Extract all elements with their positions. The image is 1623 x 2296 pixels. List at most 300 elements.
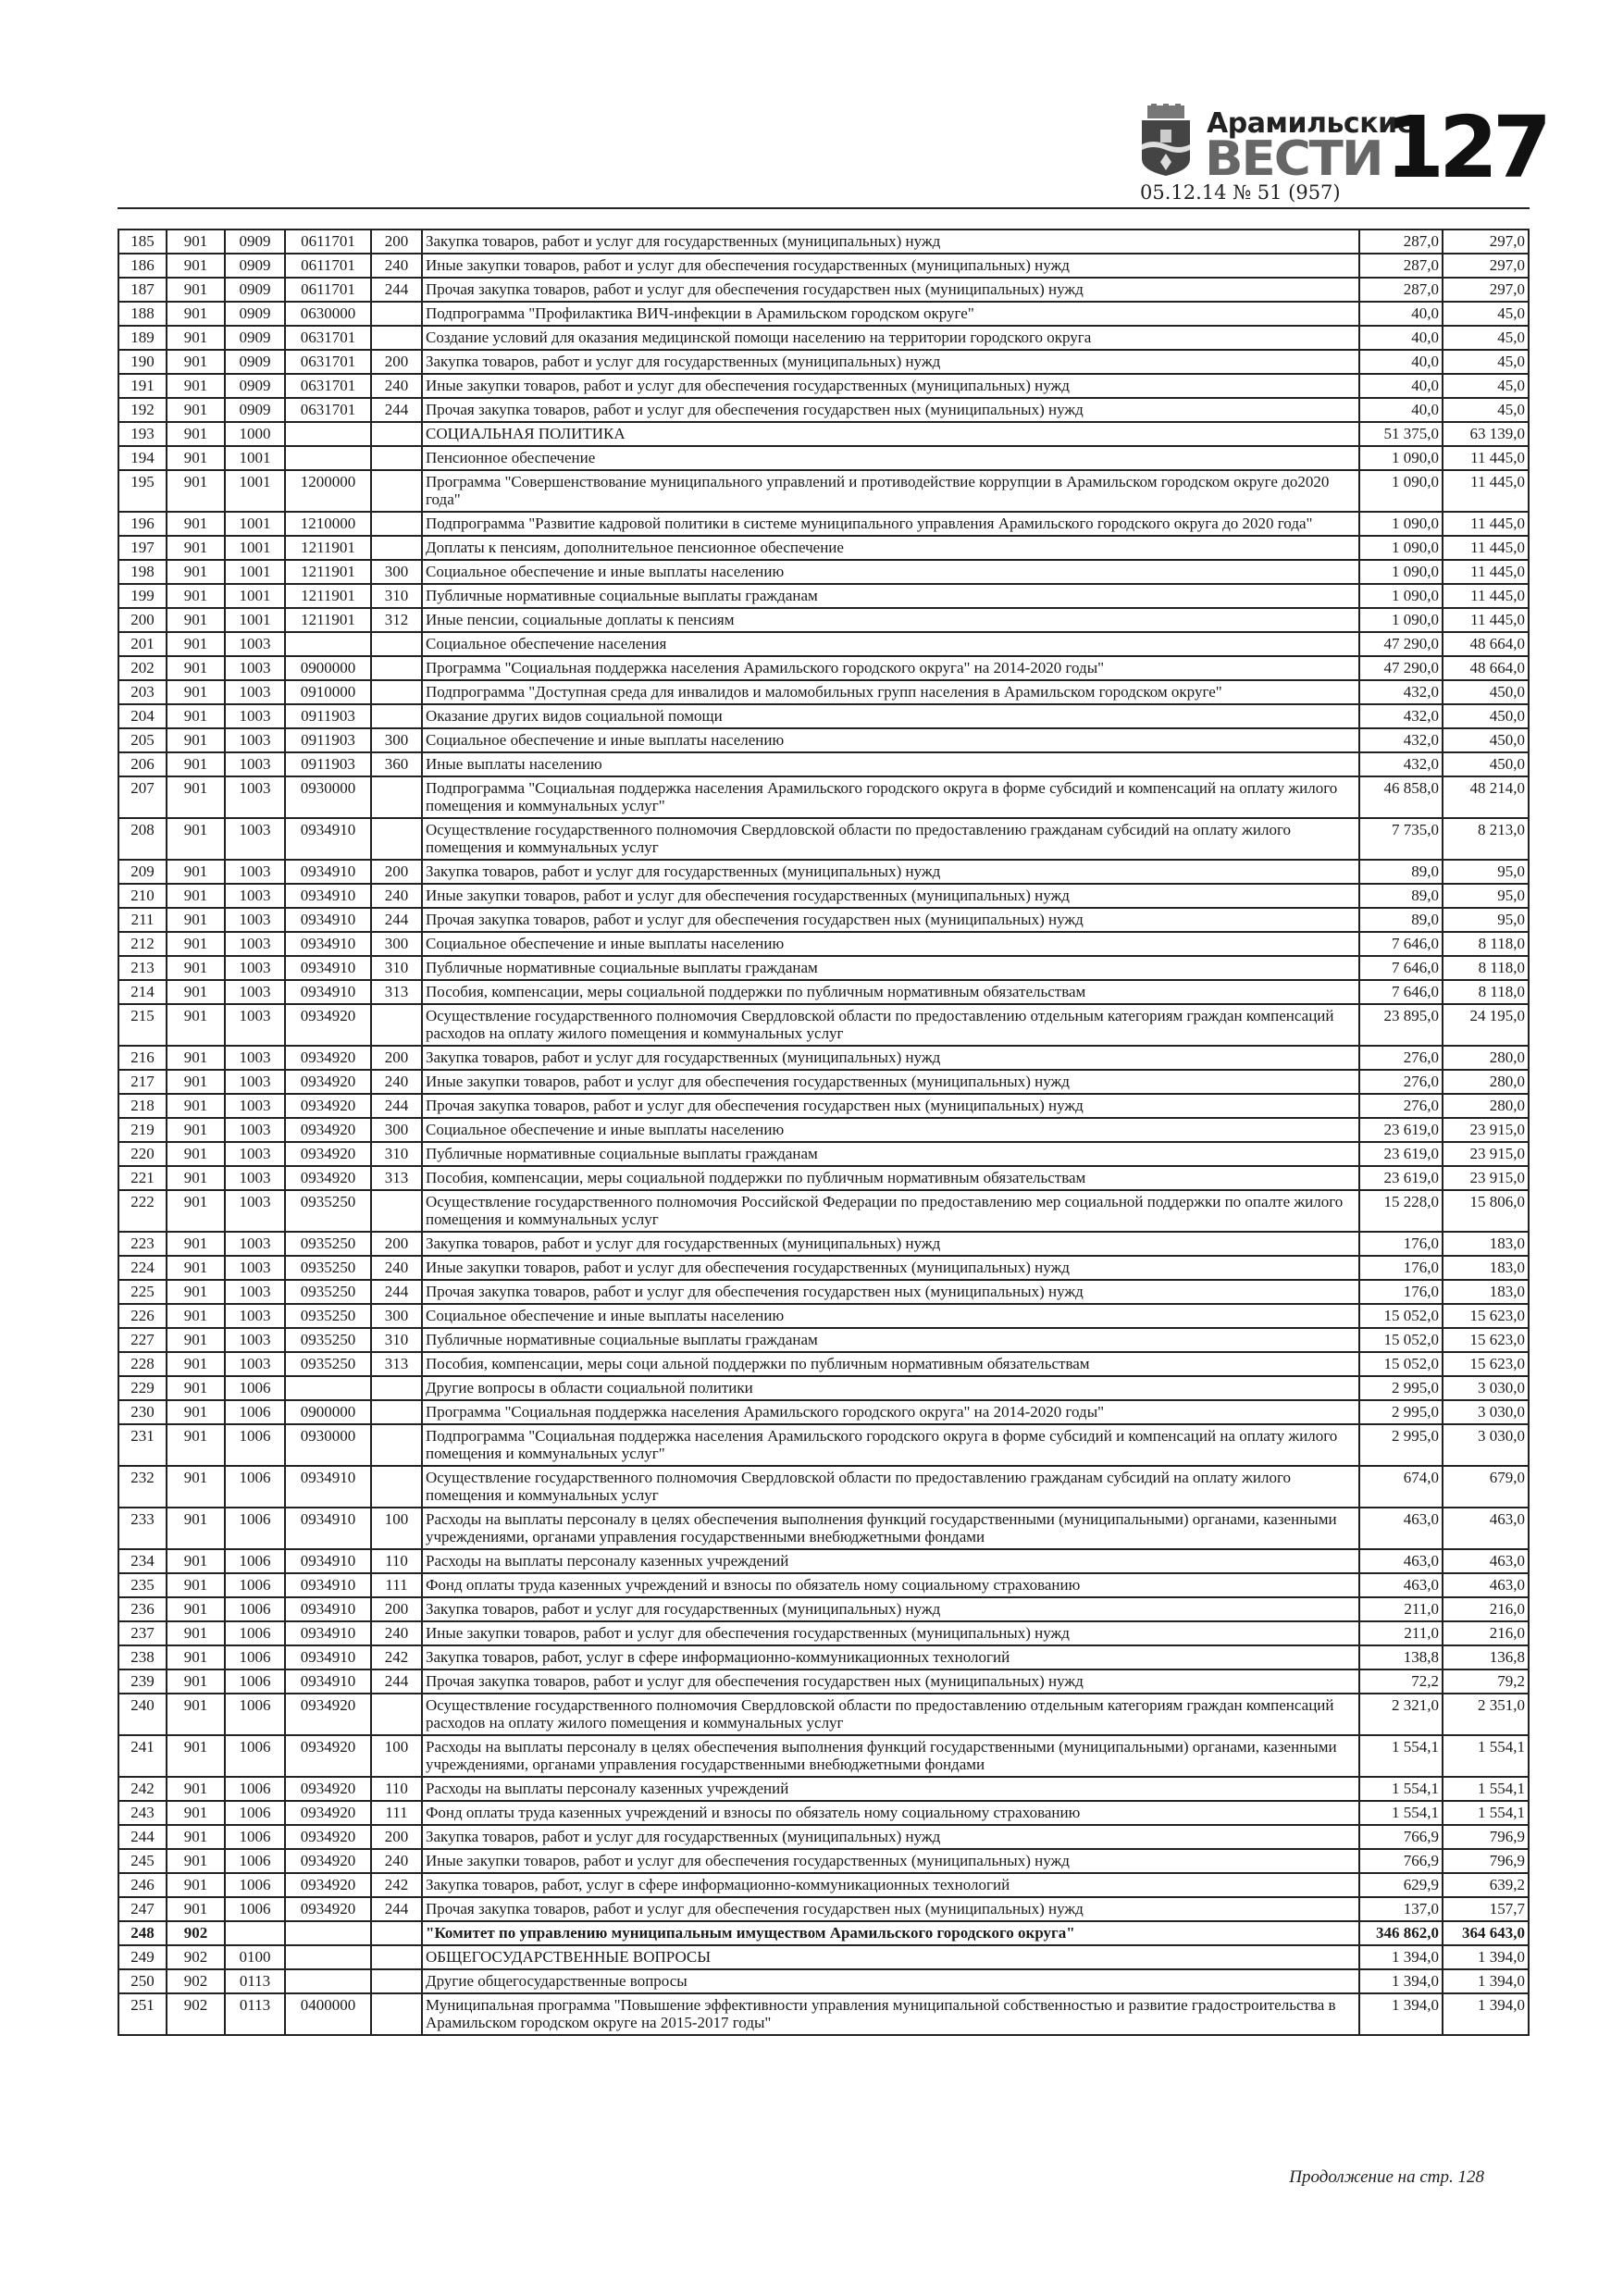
- amount-2015: 137,0: [1359, 1897, 1443, 1921]
- row-number: 244: [118, 1825, 167, 1849]
- target-item-code: 0934920: [285, 1142, 371, 1166]
- target-item-code: 1211901: [285, 560, 371, 584]
- amount-2015: 15 228,0: [1359, 1190, 1443, 1232]
- expense-type-code: [371, 1376, 422, 1400]
- amount-2016: 8 213,0: [1443, 818, 1529, 860]
- amount-2015: 40,0: [1359, 302, 1443, 326]
- section-code: 1003: [225, 656, 285, 680]
- target-item-code: 0631701: [285, 326, 371, 350]
- section-code: 1001: [225, 512, 285, 536]
- table-row: [118, 704, 1529, 728]
- amount-2015: 1 394,0: [1359, 1969, 1443, 1993]
- table-row: [118, 1190, 1529, 1232]
- section-code: 1003: [225, 1118, 285, 1142]
- amount-2016: 297,0: [1443, 230, 1529, 254]
- description: Другие вопросы в области социальной политики: [422, 1376, 1359, 1400]
- amount-2015: 7 646,0: [1359, 956, 1443, 980]
- amount-2016: 463,0: [1443, 1549, 1529, 1573]
- section-code: 1006: [225, 1873, 285, 1897]
- description: Закупка товаров, работ и услуг для государственных (муниципальных) нужд: [422, 230, 1359, 254]
- expense-type-code: [371, 1945, 422, 1969]
- target-item-code: 0934920: [285, 1004, 371, 1046]
- row-number: 235: [118, 1573, 167, 1597]
- description: Закупка товаров, работ и услуг для государственных (муниципальных) нужд: [422, 1597, 1359, 1621]
- expense-type-code: 240: [371, 1256, 422, 1280]
- description: Закупка товаров, работ и услуг для государственных (муниципальных) нужд: [422, 1825, 1359, 1849]
- amount-2016: 450,0: [1443, 680, 1529, 704]
- target-item-code: 0934920: [285, 1118, 371, 1142]
- expense-type-code: [371, 1694, 422, 1735]
- expense-type-code: [371, 776, 422, 818]
- department-code: 901: [167, 398, 225, 422]
- amount-2016: 216,0: [1443, 1621, 1529, 1645]
- target-item-code: 0934910: [285, 1597, 371, 1621]
- target-item-code: 0934910: [285, 1549, 371, 1573]
- amount-2015: 1 090,0: [1359, 446, 1443, 470]
- amount-2016: 2 351,0: [1443, 1694, 1529, 1735]
- row-number: 240: [118, 1694, 167, 1735]
- table-row: [118, 350, 1529, 374]
- description: Публичные нормативные социальные выплаты гражданам: [422, 1328, 1359, 1352]
- table-row: [118, 1304, 1529, 1328]
- target-item-code: 0934910: [285, 818, 371, 860]
- amount-2015: 1 394,0: [1359, 1993, 1443, 2035]
- table-row: [118, 980, 1529, 1004]
- amount-2016: 45,0: [1443, 350, 1529, 374]
- department-code: 901: [167, 1166, 225, 1190]
- expense-type-code: [371, 1004, 422, 1046]
- expense-type-code: 110: [371, 1777, 422, 1801]
- table-row: [118, 1142, 1529, 1166]
- row-number: 251: [118, 1993, 167, 2035]
- expense-type-code: 310: [371, 1328, 422, 1352]
- department-code: 901: [167, 1400, 225, 1424]
- department-code: 901: [167, 884, 225, 908]
- amount-2016: 183,0: [1443, 1256, 1529, 1280]
- section-code: 1006: [225, 1400, 285, 1424]
- target-item-code: 0934910: [285, 1621, 371, 1645]
- amount-2015: 23 619,0: [1359, 1142, 1443, 1166]
- table-row: [118, 728, 1529, 752]
- amount-2016: 1 554,1: [1443, 1777, 1529, 1801]
- target-item-code: 0611701: [285, 230, 371, 254]
- table-row: [118, 1280, 1529, 1304]
- header-divider: [118, 207, 1530, 209]
- table-row: [118, 680, 1529, 704]
- department-code: 901: [167, 908, 225, 932]
- section-code: 1006: [225, 1508, 285, 1549]
- amount-2016: 15 623,0: [1443, 1328, 1529, 1352]
- description: Социальное обеспечение и иные выплаты населению: [422, 728, 1359, 752]
- section-code: 1001: [225, 608, 285, 632]
- expense-type-code: [371, 1190, 422, 1232]
- expense-type-code: 240: [371, 1070, 422, 1094]
- table-row: [118, 1046, 1529, 1070]
- section-code: 1006: [225, 1621, 285, 1645]
- target-item-code: 0934910: [285, 932, 371, 956]
- issue-date: 05.12.14 № 51 (957): [1140, 181, 1341, 204]
- section-code: 1003: [225, 956, 285, 980]
- expense-type-code: [371, 1424, 422, 1466]
- table-row: [118, 932, 1529, 956]
- amount-2015: 176,0: [1359, 1280, 1443, 1304]
- table-row: [118, 1945, 1529, 1969]
- department-code: 902: [167, 1945, 225, 1969]
- amount-2016: 1 394,0: [1443, 1945, 1529, 1969]
- row-number: 211: [118, 908, 167, 932]
- table-row: [118, 1466, 1529, 1508]
- department-code: 901: [167, 1777, 225, 1801]
- table-row: [118, 512, 1529, 536]
- table-row: [118, 656, 1529, 680]
- expense-type-code: [371, 1993, 422, 2035]
- row-number: 223: [118, 1232, 167, 1256]
- row-number: 195: [118, 470, 167, 512]
- table-row: [118, 254, 1529, 278]
- amount-2015: 15 052,0: [1359, 1328, 1443, 1352]
- amount-2015: 463,0: [1359, 1508, 1443, 1549]
- row-number: 212: [118, 932, 167, 956]
- description: Оказание других видов социальной помощи: [422, 704, 1359, 728]
- amount-2015: 1 394,0: [1359, 1945, 1443, 1969]
- department-code: 901: [167, 1508, 225, 1549]
- section-code: 1006: [225, 1573, 285, 1597]
- row-number: 217: [118, 1070, 167, 1094]
- expense-type-code: 244: [371, 278, 422, 302]
- table-row: [118, 1352, 1529, 1376]
- amount-2015: 72,2: [1359, 1669, 1443, 1694]
- target-item-code: 0935250: [285, 1256, 371, 1280]
- row-number: 242: [118, 1777, 167, 1801]
- amount-2015: 211,0: [1359, 1597, 1443, 1621]
- table-row: [118, 608, 1529, 632]
- department-code: 902: [167, 1969, 225, 1993]
- table-row: [118, 776, 1529, 818]
- table-row: [118, 398, 1529, 422]
- section-code: 1003: [225, 1142, 285, 1166]
- amount-2015: 2 321,0: [1359, 1694, 1443, 1735]
- amount-2015: 432,0: [1359, 680, 1443, 704]
- section-code: 0909: [225, 398, 285, 422]
- target-item-code: [285, 446, 371, 470]
- table-row: [118, 884, 1529, 908]
- expense-type-code: 100: [371, 1735, 422, 1777]
- department-code: 901: [167, 932, 225, 956]
- department-code: 901: [167, 956, 225, 980]
- section-code: 0909: [225, 278, 285, 302]
- amount-2016: 23 915,0: [1443, 1118, 1529, 1142]
- target-item-code: 0934910: [285, 1645, 371, 1669]
- amount-2015: 2 995,0: [1359, 1376, 1443, 1400]
- row-number: 236: [118, 1597, 167, 1621]
- target-item-code: 1200000: [285, 470, 371, 512]
- amount-2016: 48 214,0: [1443, 776, 1529, 818]
- expense-type-code: 244: [371, 1280, 422, 1304]
- target-item-code: 0934920: [285, 1070, 371, 1094]
- table-row: [118, 1232, 1529, 1256]
- expense-type-code: 240: [371, 374, 422, 398]
- expense-type-code: [371, 1400, 422, 1424]
- section-code: 1003: [225, 1094, 285, 1118]
- description: Прочая закупка товаров, работ и услуг для обеспечения государствен ных (муниципальных) нужд: [422, 278, 1359, 302]
- expense-type-code: 313: [371, 1352, 422, 1376]
- description: Другие общегосударственные вопросы: [422, 1969, 1359, 1993]
- table-row: [118, 278, 1529, 302]
- section-code: 0113: [225, 1969, 285, 1993]
- description: Прочая закупка товаров, работ и услуг для обеспечения государствен ных (муниципальных) нужд: [422, 908, 1359, 932]
- table-row: [118, 1777, 1529, 1801]
- table-row: [118, 560, 1529, 584]
- table-row: [118, 1873, 1529, 1897]
- department-code: 901: [167, 1825, 225, 1849]
- target-item-code: 0934920: [285, 1694, 371, 1735]
- brand-name-small: Арамильские: [1207, 107, 1416, 140]
- section-code: 1000: [225, 422, 285, 446]
- amount-2015: 1 090,0: [1359, 512, 1443, 536]
- target-item-code: [285, 1945, 371, 1969]
- department-code: 901: [167, 1549, 225, 1573]
- expense-type-code: 240: [371, 884, 422, 908]
- description: Программа "Совершенствование муниципального управлений и противодействие коррупции в Арамильском городском округе до2020 года": [422, 470, 1359, 512]
- department-code: 901: [167, 818, 225, 860]
- row-number: 243: [118, 1801, 167, 1825]
- row-number: 196: [118, 512, 167, 536]
- target-item-code: 1211901: [285, 536, 371, 560]
- amount-2016: 463,0: [1443, 1508, 1529, 1549]
- section-code: 1006: [225, 1897, 285, 1921]
- amount-2016: 48 664,0: [1443, 632, 1529, 656]
- row-number: 188: [118, 302, 167, 326]
- table-row: [118, 818, 1529, 860]
- description: Муниципальная программа "Повышение эффективности управления муниципальной собственностью и развитие градостроительства в Арамильском городском округе на 2015-2017 годы": [422, 1993, 1359, 2035]
- description: Иные закупки товаров, работ и услуг для обеспечения государственных (муниципальных) нужд: [422, 254, 1359, 278]
- target-item-code: 0911903: [285, 728, 371, 752]
- description: Подпрограмма "Социальная поддержка населения Арамильского городского округа в форме субсидий и компенсаций на оплату жилого помещения и коммунальных услуг": [422, 1424, 1359, 1466]
- department-code: 901: [167, 1621, 225, 1645]
- expense-type-code: 200: [371, 230, 422, 254]
- target-item-code: 0631701: [285, 398, 371, 422]
- section-code: 0909: [225, 326, 285, 350]
- department-code: 901: [167, 278, 225, 302]
- amount-2015: 89,0: [1359, 908, 1443, 932]
- row-number: 228: [118, 1352, 167, 1376]
- department-code: 901: [167, 254, 225, 278]
- amount-2016: 45,0: [1443, 326, 1529, 350]
- target-item-code: 0911903: [285, 752, 371, 776]
- amount-2016: 8 118,0: [1443, 932, 1529, 956]
- section-code: 1001: [225, 446, 285, 470]
- description: Иные закупки товаров, работ и услуг для обеспечения государственных (муниципальных) нужд: [422, 884, 1359, 908]
- row-number: 213: [118, 956, 167, 980]
- amount-2016: 136,8: [1443, 1645, 1529, 1669]
- row-number: 237: [118, 1621, 167, 1645]
- description: Прочая закупка товаров, работ и услуг для обеспечения государствен ных (муниципальных) нужд: [422, 1669, 1359, 1694]
- description: Подпрограмма "Доступная среда для инвалидов и маломобильных групп населения в Арамильском городском округе": [422, 680, 1359, 704]
- target-item-code: 0935250: [285, 1304, 371, 1328]
- target-item-code: 0934920: [285, 1873, 371, 1897]
- target-item-code: 0400000: [285, 1993, 371, 2035]
- description: Расходы на выплаты персоналу в целях обеспечения выполнения функций государственными (муниципальными) органами, казенными учреждениями, органами управления государственными внебюджетными фондами: [422, 1735, 1359, 1777]
- target-item-code: 0934920: [285, 1825, 371, 1849]
- amount-2016: 3 030,0: [1443, 1400, 1529, 1424]
- amount-2015: 40,0: [1359, 326, 1443, 350]
- table-row: [118, 1400, 1529, 1424]
- row-number: 199: [118, 584, 167, 608]
- amount-2015: 1 554,1: [1359, 1777, 1443, 1801]
- expense-type-code: 242: [371, 1873, 422, 1897]
- target-item-code: [285, 1921, 371, 1945]
- description: Закупка товаров, работ, услуг в сфере информационно-коммуникационных технологий: [422, 1873, 1359, 1897]
- target-item-code: 0934920: [285, 1735, 371, 1777]
- expense-type-code: 312: [371, 608, 422, 632]
- section-code: 1006: [225, 1376, 285, 1400]
- amount-2016: 11 445,0: [1443, 446, 1529, 470]
- expense-type-code: 300: [371, 560, 422, 584]
- amount-2016: 11 445,0: [1443, 470, 1529, 512]
- description: "Комитет по управлению муниципальным имуществом Арамильского городского округа": [422, 1921, 1359, 1945]
- expense-type-code: 111: [371, 1573, 422, 1597]
- table-row: [118, 1094, 1529, 1118]
- section-code: 1003: [225, 1256, 285, 1280]
- row-number: 198: [118, 560, 167, 584]
- description: Подпрограмма "Развитие кадровой политики в системе муниципального управления Арамильского городского округа до 2020 года": [422, 512, 1359, 536]
- target-item-code: 0934910: [285, 1573, 371, 1597]
- table-row: [118, 1969, 1529, 1993]
- expense-type-code: [371, 1969, 422, 1993]
- amount-2015: 346 862,0: [1359, 1921, 1443, 1945]
- expense-type-code: 244: [371, 398, 422, 422]
- section-code: 1003: [225, 1004, 285, 1046]
- amount-2016: 45,0: [1443, 302, 1529, 326]
- department-code: 901: [167, 1046, 225, 1070]
- department-code: 901: [167, 1304, 225, 1328]
- row-number: 241: [118, 1735, 167, 1777]
- table-row: [118, 1597, 1529, 1621]
- section-code: 1006: [225, 1597, 285, 1621]
- row-number: 191: [118, 374, 167, 398]
- department-code: 901: [167, 1070, 225, 1094]
- department-code: 901: [167, 1645, 225, 1669]
- table-row: [118, 632, 1529, 656]
- target-item-code: 0934910: [285, 956, 371, 980]
- amount-2015: 1 090,0: [1359, 536, 1443, 560]
- description: Программа "Социальная поддержка населения Арамильского городского округа" на 2014-2020 годы": [422, 656, 1359, 680]
- expense-type-code: 200: [371, 1597, 422, 1621]
- table-row: [118, 1694, 1529, 1735]
- amount-2016: 1 394,0: [1443, 1993, 1529, 2035]
- amount-2015: 40,0: [1359, 350, 1443, 374]
- amount-2016: 79,2: [1443, 1669, 1529, 1694]
- target-item-code: 0934910: [285, 980, 371, 1004]
- amount-2016: 3 030,0: [1443, 1376, 1529, 1400]
- department-code: 901: [167, 1873, 225, 1897]
- description: Прочая закупка товаров, работ и услуг для обеспечения государствен ных (муниципальных) нужд: [422, 1897, 1359, 1921]
- department-code: 901: [167, 1142, 225, 1166]
- section-code: 1006: [225, 1735, 285, 1777]
- amount-2016: 8 118,0: [1443, 956, 1529, 980]
- expense-type-code: [371, 536, 422, 560]
- description: Иные закупки товаров, работ и услуг для обеспечения государственных (муниципальных) нужд: [422, 1621, 1359, 1645]
- expense-type-code: 200: [371, 1046, 422, 1070]
- row-number: 201: [118, 632, 167, 656]
- description: Прочая закупка товаров, работ и услуг для обеспечения государствен ных (муниципальных) нужд: [422, 398, 1359, 422]
- amount-2015: 89,0: [1359, 860, 1443, 884]
- department-code: 901: [167, 1735, 225, 1777]
- section-code: 1001: [225, 584, 285, 608]
- department-code: 901: [167, 374, 225, 398]
- description: Прочая закупка товаров, работ и услуг для обеспечения государствен ных (муниципальных) нужд: [422, 1280, 1359, 1304]
- amount-2015: 276,0: [1359, 1046, 1443, 1070]
- table-row: [118, 1549, 1529, 1573]
- department-code: 901: [167, 752, 225, 776]
- row-number: 234: [118, 1549, 167, 1573]
- amount-2015: 1 554,1: [1359, 1735, 1443, 1777]
- amount-2015: 176,0: [1359, 1232, 1443, 1256]
- section-code: 1003: [225, 908, 285, 932]
- table-row: [118, 860, 1529, 884]
- section-code: 0100: [225, 1945, 285, 1969]
- target-item-code: 0935250: [285, 1352, 371, 1376]
- amount-2015: 211,0: [1359, 1621, 1443, 1645]
- description: Пенсионное обеспечение: [422, 446, 1359, 470]
- description: Осуществление государственного полномочия Свердловской области по предоставлению отдельным категориям граждан компенсаций расходов на оплату жилого помещения и коммунальных услуг: [422, 1004, 1359, 1046]
- description: Пособия, компенсации, меры социальной поддержки по публичным нормативным обязательствам: [422, 980, 1359, 1004]
- row-number: 214: [118, 980, 167, 1004]
- expense-type-code: [371, 704, 422, 728]
- row-number: 225: [118, 1280, 167, 1304]
- table-row: [118, 1424, 1529, 1466]
- section-code: 1003: [225, 752, 285, 776]
- amount-2016: 11 445,0: [1443, 560, 1529, 584]
- section-code: 1006: [225, 1549, 285, 1573]
- target-item-code: 0934920: [285, 1777, 371, 1801]
- section-code: 1003: [225, 1304, 285, 1328]
- department-code: 901: [167, 302, 225, 326]
- target-item-code: 0631701: [285, 350, 371, 374]
- row-number: 247: [118, 1897, 167, 1921]
- description: Иные закупки товаров, работ и услуг для обеспечения государственных (муниципальных) нужд: [422, 374, 1359, 398]
- department-code: 901: [167, 632, 225, 656]
- table-row: [118, 1118, 1529, 1142]
- row-number: 249: [118, 1945, 167, 1969]
- table-row: [118, 374, 1529, 398]
- department-code: 901: [167, 776, 225, 818]
- row-number: 207: [118, 776, 167, 818]
- amount-2015: 629,9: [1359, 1873, 1443, 1897]
- department-code: 901: [167, 446, 225, 470]
- amount-2016: 11 445,0: [1443, 512, 1529, 536]
- department-code: 901: [167, 326, 225, 350]
- expense-type-code: [371, 818, 422, 860]
- expense-type-code: 300: [371, 1118, 422, 1142]
- description: СОЦИАЛЬНАЯ ПОЛИТИКА: [422, 422, 1359, 446]
- description: Иные выплаты населению: [422, 752, 1359, 776]
- target-item-code: 0934920: [285, 1094, 371, 1118]
- expense-type-code: 310: [371, 1142, 422, 1166]
- amount-2015: 15 052,0: [1359, 1304, 1443, 1328]
- row-number: 239: [118, 1669, 167, 1694]
- description: Социальное обеспечение населения: [422, 632, 1359, 656]
- description: Прочая закупка товаров, работ и услуг для обеспечения государствен ных (муниципальных) нужд: [422, 1094, 1359, 1118]
- table-row: [118, 230, 1529, 254]
- page-number: 127: [1385, 98, 1547, 197]
- description: Расходы на выплаты персоналу казенных учреждений: [422, 1549, 1359, 1573]
- department-code: 901: [167, 560, 225, 584]
- row-number: 226: [118, 1304, 167, 1328]
- table-row: [118, 1166, 1529, 1190]
- amount-2016: 450,0: [1443, 704, 1529, 728]
- department-code: 901: [167, 350, 225, 374]
